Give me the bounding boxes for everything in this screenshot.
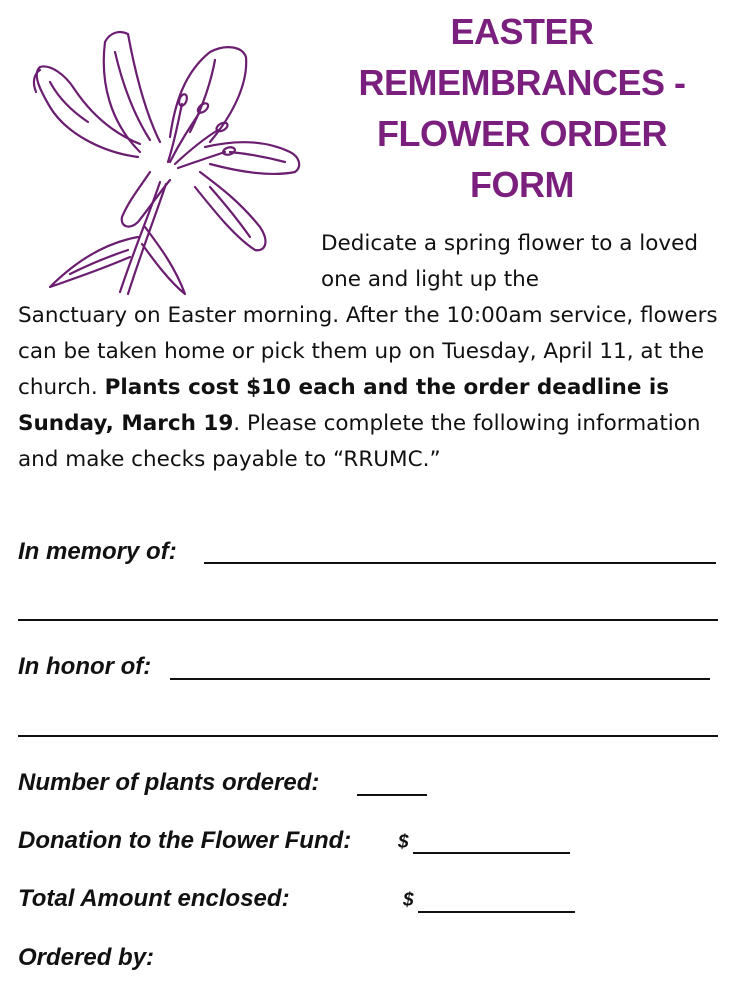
title-line-2: REMEMBRANCES -: [358, 62, 686, 103]
total-dollar-sign: $: [403, 890, 414, 911]
form-title: [312, 6, 732, 210]
intro-bold-text: Plants cost $10 each and the order deadline is Sunday, March 19: [18, 375, 670, 436]
intro-paragraph: [18, 226, 730, 478]
donation-label: Donation to the Flower Fund:: [18, 827, 352, 854]
number-of-plants-input-line[interactable]: [357, 794, 427, 796]
in-honor-label: In honor of:: [18, 653, 152, 680]
intro-lead: Dedicate a spring flower to a loved one and light up the: [321, 231, 699, 292]
in-memory-input-line[interactable]: [204, 562, 716, 564]
number-of-plants-label: Number of plants ordered:: [18, 769, 320, 796]
donation-dollar-sign: $: [398, 832, 409, 853]
in-honor-input-line[interactable]: [170, 678, 710, 680]
title-line-4: FORM: [470, 164, 574, 205]
intro-text-end: . Please complete the following information and make checks payable to “RRUMC.”: [18, 411, 701, 472]
in-memory-second-line[interactable]: [18, 619, 718, 621]
in-memory-label: In memory of:: [18, 538, 177, 565]
ordered-by-label: Ordered by:: [18, 944, 155, 971]
in-honor-second-line[interactable]: [18, 735, 718, 737]
title-line-3: FLOWER ORDER: [377, 113, 667, 154]
total-amount-input-line[interactable]: [418, 911, 575, 913]
intro-text: Sanctuary on Easter morning. After the 10:00am service, flowers can be taken home or pick them up on Tuesday, April 11, at the church.: [18, 303, 718, 400]
donation-input-line[interactable]: [413, 852, 570, 854]
title-line-1: EASTER: [450, 11, 594, 52]
total-amount-label: Total Amount enclosed:: [18, 885, 290, 912]
